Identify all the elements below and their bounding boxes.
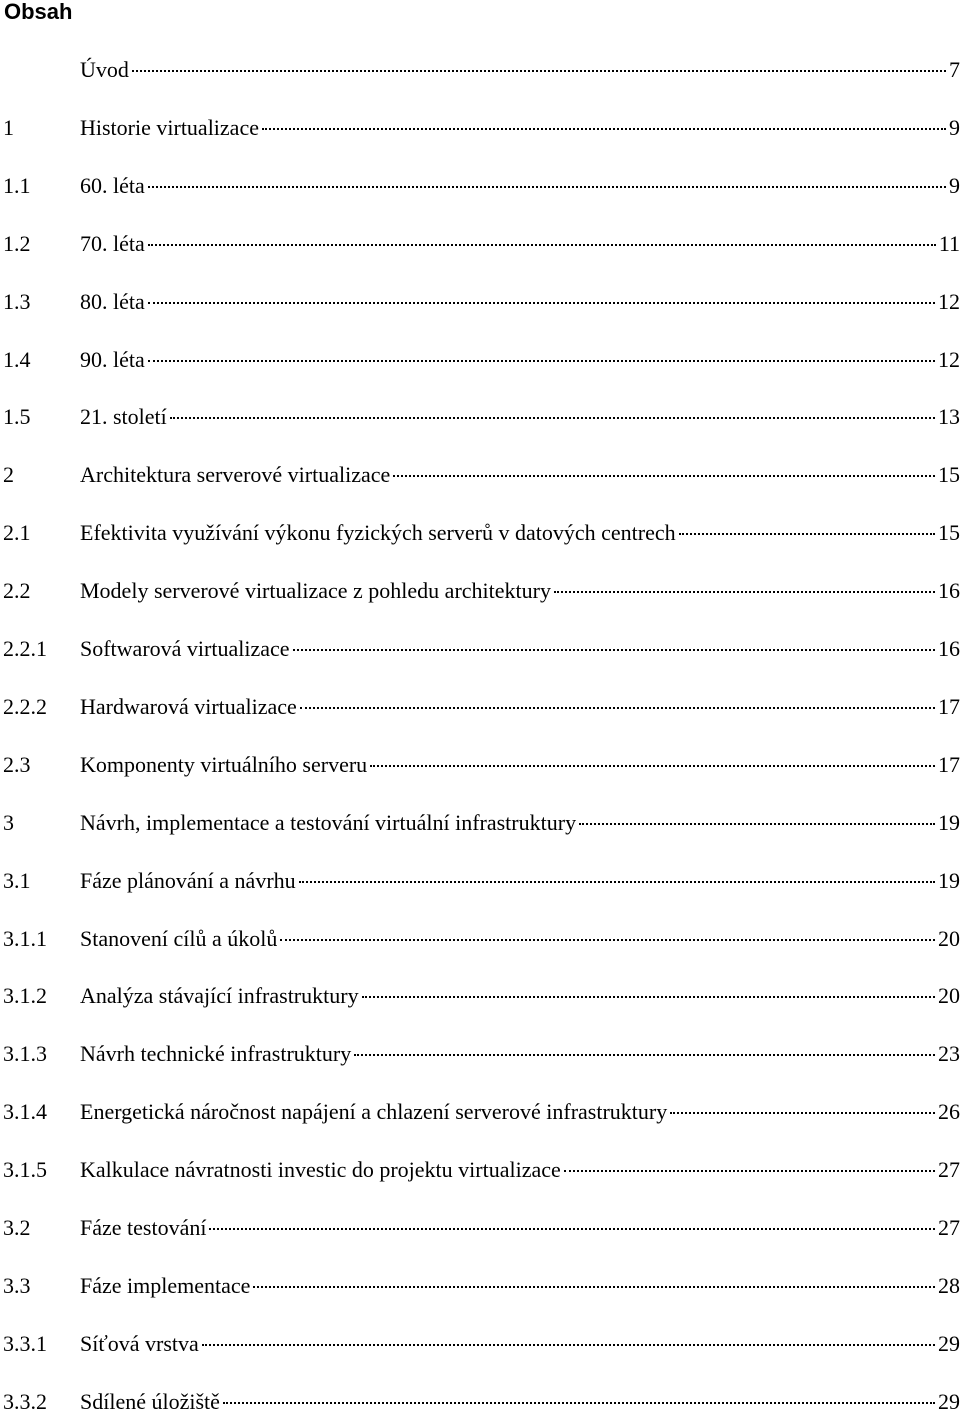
- toc-entry[interactable]: [3, 402, 960, 432]
- toc-entry[interactable]: [3, 345, 960, 375]
- toc-entry-number: 2.2.1: [3, 636, 47, 661]
- toc-entry-page: 11: [938, 230, 960, 256]
- toc-entry[interactable]: [3, 171, 960, 201]
- toc-entry[interactable]: [3, 287, 960, 317]
- toc-entry-title: Fáze implementace: [80, 1272, 251, 1298]
- toc-entry[interactable]: [3, 1329, 960, 1359]
- toc-entry-title: 70. léta: [80, 230, 145, 256]
- toc-entry[interactable]: [3, 113, 960, 143]
- toc-dot-leader: [564, 1170, 935, 1172]
- toc-entry-title: Komponenty virtuálního serveru: [80, 751, 368, 777]
- toc-dot-leader: [170, 417, 935, 419]
- toc-entry-number: 3: [3, 809, 14, 835]
- toc-entry-number: 1: [3, 114, 14, 140]
- toc-entry[interactable]: [3, 692, 960, 722]
- toc-entry[interactable]: [3, 750, 960, 780]
- toc-entry-page: 17: [938, 751, 960, 777]
- toc-entry-number: 3.3.1: [3, 1330, 47, 1356]
- toc-entry-page: 19: [938, 867, 960, 893]
- toc-dot-leader: [280, 939, 935, 941]
- toc-entry-number: 1.5: [3, 404, 31, 430]
- toc-entry[interactable]: [3, 924, 960, 954]
- toc-entry-title: 80. léta: [80, 288, 145, 314]
- toc-entry-page: 9: [949, 172, 960, 198]
- toc-entry-number: 2.3: [3, 751, 31, 777]
- toc-entry[interactable]: [3, 866, 960, 896]
- toc-entry-title: 60. léta: [80, 172, 145, 198]
- toc-entry-title: Sdílené úložiště: [80, 1388, 220, 1414]
- toc-entry[interactable]: [3, 1155, 960, 1185]
- toc-entry-number: 3.1: [3, 867, 31, 893]
- toc-entry-title: Efektivita využívání výkonu fyzických serverů v datových centrech: [80, 520, 676, 546]
- toc-entry[interactable]: [3, 1387, 960, 1417]
- toc-entry-number: 2: [3, 462, 14, 488]
- toc-entry-page: 12: [938, 288, 960, 314]
- toc-entry[interactable]: [3, 229, 960, 259]
- toc-entry-page: 28: [938, 1272, 960, 1298]
- toc-dot-leader: [202, 1344, 935, 1346]
- toc-entry-page: 27: [938, 1215, 960, 1240]
- toc-dot-leader: [300, 707, 935, 709]
- toc-entry-page: 27: [938, 1157, 960, 1183]
- toc-entry-title: Modely serverové virtualizace z pohledu architektury: [80, 578, 551, 604]
- toc-entry-page: 16: [938, 636, 960, 661]
- toc-entry-title: Návrh, implementace a testování virtuální infrastruktury: [80, 809, 577, 835]
- toc-dot-leader: [393, 475, 935, 477]
- toc-title: Obsah: [4, 0, 73, 24]
- toc-entry-number: 3.2: [3, 1215, 31, 1240]
- toc-entry[interactable]: [3, 460, 960, 490]
- toc-entry-title: Fáze plánování a návrhu: [80, 867, 296, 893]
- toc-dot-leader: [148, 186, 946, 188]
- toc-entry[interactable]: [3, 808, 960, 838]
- toc-entry[interactable]: [3, 634, 960, 664]
- toc-entry-page: 17: [938, 693, 960, 719]
- toc-dot-leader: [354, 1054, 935, 1056]
- toc-entry-number: 3.3.2: [3, 1388, 47, 1414]
- toc-entry-title: Fáze testování: [80, 1215, 207, 1240]
- toc-entry-number: 1.4: [3, 346, 31, 372]
- toc-entry[interactable]: [3, 576, 960, 606]
- toc-entry[interactable]: [3, 518, 960, 548]
- toc-entry-title: Síťová vrstva: [80, 1330, 199, 1356]
- toc-entry-number: 3.1.4: [3, 1099, 47, 1125]
- toc-dot-leader: [679, 533, 935, 535]
- toc-entry-title: Historie virtualizace: [80, 114, 259, 140]
- toc-entry-number: 3.3: [3, 1272, 31, 1298]
- toc-entry-page: 29: [938, 1330, 960, 1356]
- toc-entry-page: 12: [938, 346, 960, 372]
- toc-entry-page: 29: [938, 1388, 960, 1414]
- toc-entry-page: 20: [938, 983, 960, 1009]
- toc-entry-number: 2.2: [3, 578, 31, 604]
- toc-entry[interactable]: [3, 1213, 960, 1243]
- toc-dot-leader: [223, 1402, 935, 1404]
- toc-entry[interactable]: [3, 1271, 960, 1301]
- toc-dot-leader: [670, 1112, 935, 1114]
- toc-entry-number: 3.1.3: [3, 1041, 47, 1067]
- toc-entry-number: 1.2: [3, 230, 31, 256]
- toc-entry-number: 3.1.1: [3, 925, 47, 951]
- toc-entry-title: Energetická náročnost napájení a chlazení serverové infrastruktury: [80, 1099, 668, 1125]
- toc-dot-leader: [554, 591, 935, 593]
- toc-dot-leader: [148, 244, 936, 246]
- toc-dot-leader: [148, 360, 935, 362]
- toc-entry-title: Analýza stávající infrastruktury: [80, 983, 359, 1009]
- toc-entry-page: 9: [949, 114, 960, 140]
- toc-entry-number: 1.1: [3, 172, 31, 198]
- toc-dot-leader: [370, 765, 935, 767]
- toc-entry-page: 23: [938, 1041, 960, 1067]
- toc-dot-leader: [362, 996, 935, 998]
- toc-entry[interactable]: [3, 981, 960, 1011]
- toc-entry-title: Stanovení cílů a úkolů: [80, 925, 278, 951]
- toc-entry-title: Architektura serverové virtualizace: [80, 462, 391, 488]
- toc-entry[interactable]: [3, 55, 960, 85]
- toc-entry-number: 2.1: [3, 520, 31, 546]
- toc-entry-title: Softwarová virtualizace: [80, 636, 290, 661]
- toc-entry[interactable]: [3, 1039, 960, 1069]
- toc-entry-title: Kalkulace návratnosti investic do projektu virtualizace: [80, 1157, 561, 1183]
- toc-entry-page: 15: [938, 520, 960, 546]
- toc-dot-leader: [148, 302, 935, 304]
- toc-entry[interactable]: [3, 1097, 960, 1127]
- toc-dot-leader: [253, 1286, 935, 1288]
- toc-entry-number: 3.1.2: [3, 983, 47, 1009]
- toc-entry-page: 13: [938, 404, 960, 430]
- toc-entry-page: 7: [949, 57, 960, 82]
- toc-entry-number: 2.2.2: [3, 693, 47, 719]
- toc-entry-page: 16: [938, 578, 960, 604]
- toc-entry-page: 19: [938, 809, 960, 835]
- toc-entry-title: Úvod: [80, 57, 129, 82]
- toc-dot-leader: [262, 128, 946, 130]
- toc-entry-page: 26: [938, 1099, 960, 1125]
- toc-dot-leader: [299, 881, 935, 883]
- toc-entry-title: Hardwarová virtualizace: [80, 693, 297, 719]
- toc-entry-number: 1.3: [3, 288, 31, 314]
- toc-entry-page: 20: [938, 925, 960, 951]
- toc-dot-leader: [132, 70, 946, 72]
- toc-dot-leader: [209, 1228, 935, 1230]
- toc-dot-leader: [293, 649, 935, 651]
- toc-entry-title: 90. léta: [80, 346, 145, 372]
- toc-entry-title: 21. století: [80, 404, 167, 430]
- toc-dot-leader: [579, 823, 935, 825]
- toc-entry-number: 3.1.5: [3, 1157, 47, 1183]
- toc-entry-title: Návrh technické infrastruktury: [80, 1041, 352, 1067]
- toc-entry-page: 15: [938, 462, 960, 488]
